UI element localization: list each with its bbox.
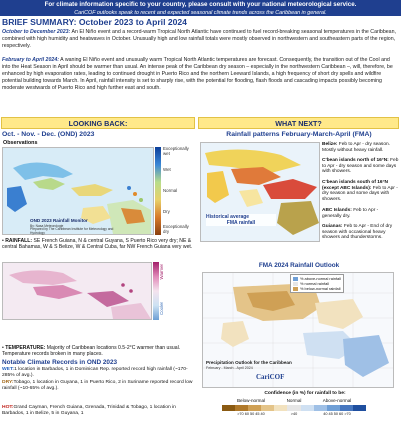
region-desc: Feb to Apr - End of dry season with occasional heavy showers and thunderstorms. bbox=[322, 224, 393, 241]
confidence-swatch-0 bbox=[222, 405, 235, 411]
region-abc bbox=[322, 208, 399, 219]
record-wet bbox=[2, 367, 195, 379]
observations-label: Observations bbox=[3, 140, 38, 146]
outlook-caption-1: Precipitation Outlook for the Caribbean bbox=[206, 360, 292, 365]
disclaimer-line-2: CariCOF outlooks speak to recent and expected seasonal climate trends across the Caribbean in general. bbox=[74, 10, 327, 16]
region-belize bbox=[322, 142, 399, 153]
conf-above-label: Above-normal bbox=[322, 398, 352, 403]
region-title: Guianas: bbox=[322, 224, 343, 229]
region-title: C'bean islands south of 16°N (except ABC Islands): bbox=[322, 180, 388, 191]
historical-label-line-1: Historical average bbox=[206, 214, 250, 220]
region-desc: Feb to Apr - dry season. Mostly without heavy rainfall. bbox=[322, 142, 390, 153]
conf-below-label: Below-normal bbox=[236, 398, 266, 403]
conf-above-ticks: 40 45 50 60 >70 bbox=[323, 412, 351, 416]
region-desc: Feb to Apr - dry season and some days with showers. bbox=[322, 158, 399, 175]
caricof-logo: CariCOF bbox=[256, 373, 285, 381]
region-desc: Feb to Apr - dry season and some days with showers. bbox=[322, 185, 398, 202]
record-text: Tobago, 1 location in Guyana, 1 in Puerto Rico, 2 in Suriname reported record low rainfall (~10-65% of avg.). bbox=[2, 380, 193, 391]
confidence-color-bar bbox=[222, 405, 366, 411]
legend-label: % above-normal rainfall bbox=[300, 276, 341, 281]
confidence-swatch-6 bbox=[301, 405, 314, 411]
temperature-map-graphic bbox=[3, 263, 152, 320]
rain-map-credit-1: By: Nasa Meteorologie bbox=[30, 224, 64, 228]
paragraph-body: A waning El Niño event and unusually warm Tropical North Atlantic temperatures are forecast. Consequently, the transition out of the Cool and into the Heat Season in April should be warmer than usual. An intense peak of the Caribbean dry season – especially in the northwestern Caribbean –, will, therefore, be enhanced by high evaporation rates, leading to continued drought in Puerto Rico and the northern Leeward Islands, a high frequency of short dry spells and wildfire potential building towards March. In April, rainfall intensity is set to sharply rise, with the potential for flooding, flash floods and cascading impacts possibly becoming moderate westwards of Puerto Rico and high further east and south. bbox=[2, 57, 393, 91]
confidence-swatch-3 bbox=[261, 405, 274, 411]
record-text: Grand Cayman, French Guiana, Grenada, Trinidad & Tobago, 1 location in Barbados, 1 in Belize, 5 in Guyana, 1 bbox=[2, 405, 176, 416]
temp-scale-warmer: Warmer bbox=[159, 264, 164, 280]
rain-scale-bar bbox=[155, 147, 161, 235]
brief-paragraph-fma bbox=[2, 57, 399, 92]
confidence-swatch-4 bbox=[274, 405, 287, 411]
paragraph-lead: February to April 2024: bbox=[2, 57, 59, 63]
record-text: 1 location in Barbados, 1 in Dominican Rep. reported record high rainfall (~170-285% of avg.). bbox=[2, 367, 188, 378]
confidence-swatch-5 bbox=[287, 405, 300, 411]
rainfall-bullet: • RAINFALL: SE French Guiana, N & central Guyana, S Puerto Rico very dry; NE & central Bahamas, W & S Belize, W & Central Cuba, far NW French Guiana very wet. bbox=[2, 238, 193, 251]
historical-map-graphic bbox=[201, 143, 320, 242]
region-title: C'bean islands north of 16°N: bbox=[322, 158, 389, 163]
region-title: ABC Islands: bbox=[322, 208, 352, 213]
scale-normal: Normal bbox=[163, 188, 178, 193]
scale-exceptionally-dry: Exceptionally dry bbox=[163, 224, 189, 234]
scale-dry: Dry bbox=[163, 209, 170, 214]
rainfall-body: SE French Guiana, N & central Guyana, S Puerto Rico very dry; NE & central Bahamas, W & S Belize, W & Central Cuba, far NW French Guiana very wet. bbox=[2, 238, 193, 251]
fma-section-title: Rainfall patterns February-March-April (FMA) bbox=[226, 131, 372, 138]
outlook-caption-2: February - March - April 2024 bbox=[206, 366, 253, 370]
legend-label: % normal rainfall bbox=[300, 281, 329, 286]
confidence-swatch-2 bbox=[248, 405, 261, 411]
confidence-title: Confidence (in %) for rainfall to be: bbox=[264, 391, 346, 396]
conf-normal-label: Normal bbox=[286, 398, 302, 403]
paragraph-body: An El Niño event and a record-warm Tropical North Atlantic have continued to fuel record-breaking seasonal temperatures in the Caribbean, combined with high humidity and heatwaves in October. Unusually high and low rainfall totals were mostly observed in northwestern and southeastern parts of the region, respectively. bbox=[2, 29, 396, 49]
region-south-16 bbox=[322, 180, 399, 202]
record-key: HOT: bbox=[2, 405, 14, 410]
record-dry bbox=[2, 380, 195, 392]
temperature-anomaly-map bbox=[2, 262, 152, 320]
legend-below bbox=[293, 286, 341, 291]
paragraph-lead: October to December 2023: bbox=[2, 29, 71, 35]
legend-swatch bbox=[293, 287, 298, 291]
disclaimer-banner bbox=[0, 0, 401, 16]
confidence-swatch-9 bbox=[340, 405, 353, 411]
temp-scale-cooler: Cooler bbox=[159, 302, 164, 315]
historical-rainfall-map bbox=[200, 142, 320, 242]
legend-label: % below-normal rainfall bbox=[300, 286, 341, 291]
scale-wet: Wet bbox=[163, 167, 171, 172]
confidence-swatch-8 bbox=[327, 405, 340, 411]
brief-summary-title: BRIEF SUMMARY: October 2023 to April 2024 bbox=[2, 17, 187, 27]
ond-section-title: Oct. - Nov. - Dec. (OND) 2023 bbox=[2, 131, 95, 138]
scale-exceptionally-wet: Exceptionally wet bbox=[163, 146, 189, 156]
outlook-legend bbox=[290, 274, 344, 293]
temperature-body: Majority of Caribbean locations 0.5-2°C warmer than usual. Temperature records broken in many places. bbox=[2, 345, 181, 358]
region-north-16 bbox=[322, 158, 399, 175]
record-key: WET: bbox=[2, 367, 15, 372]
confidence-swatch-1 bbox=[235, 405, 248, 411]
outlook-title: FMA 2024 Rainfall Outlook bbox=[258, 262, 340, 269]
rain-map-credit-2: Prepared by The Caribbean Institute for Meteorology and Hydrology bbox=[30, 227, 114, 235]
rainfall-lead: RAINFALL: bbox=[5, 238, 33, 244]
confidence-swatch-7 bbox=[314, 405, 327, 411]
what-next-header: WHAT NEXT? bbox=[198, 117, 399, 129]
brief-paragraph-ond bbox=[2, 29, 399, 50]
temperature-lead: TEMPERATURE: bbox=[5, 345, 46, 351]
region-title: Belize: bbox=[322, 142, 338, 147]
region-desc: Feb to Apr - generally dry. bbox=[322, 208, 379, 219]
record-key: DRY: bbox=[2, 380, 14, 385]
looking-back-header: LOOKING BACK: bbox=[1, 117, 195, 129]
conf-normal-ticks: >40 bbox=[290, 412, 298, 416]
rain-map-caption: OND 2023 Rainfall Monitor bbox=[30, 218, 88, 223]
disclaimer-line-1: For climate information specific to your country, please consult with your national meteorological service. bbox=[44, 1, 357, 8]
historical-avg-label bbox=[206, 214, 276, 226]
region-guianas bbox=[322, 224, 399, 241]
conf-below-ticks: >70 60 50 45 40 bbox=[237, 412, 265, 416]
historical-label-line-2: FMA rainfall bbox=[226, 220, 256, 226]
climate-records-title: Notable Climate Records in OND 2023 bbox=[2, 359, 118, 366]
confidence-swatch-10 bbox=[353, 405, 366, 411]
record-hot bbox=[2, 405, 195, 417]
temperature-bullet: • TEMPERATURE: Majority of Caribbean locations 0.5-2°C warmer than usual. Temperature records broken in many places. bbox=[2, 345, 181, 358]
